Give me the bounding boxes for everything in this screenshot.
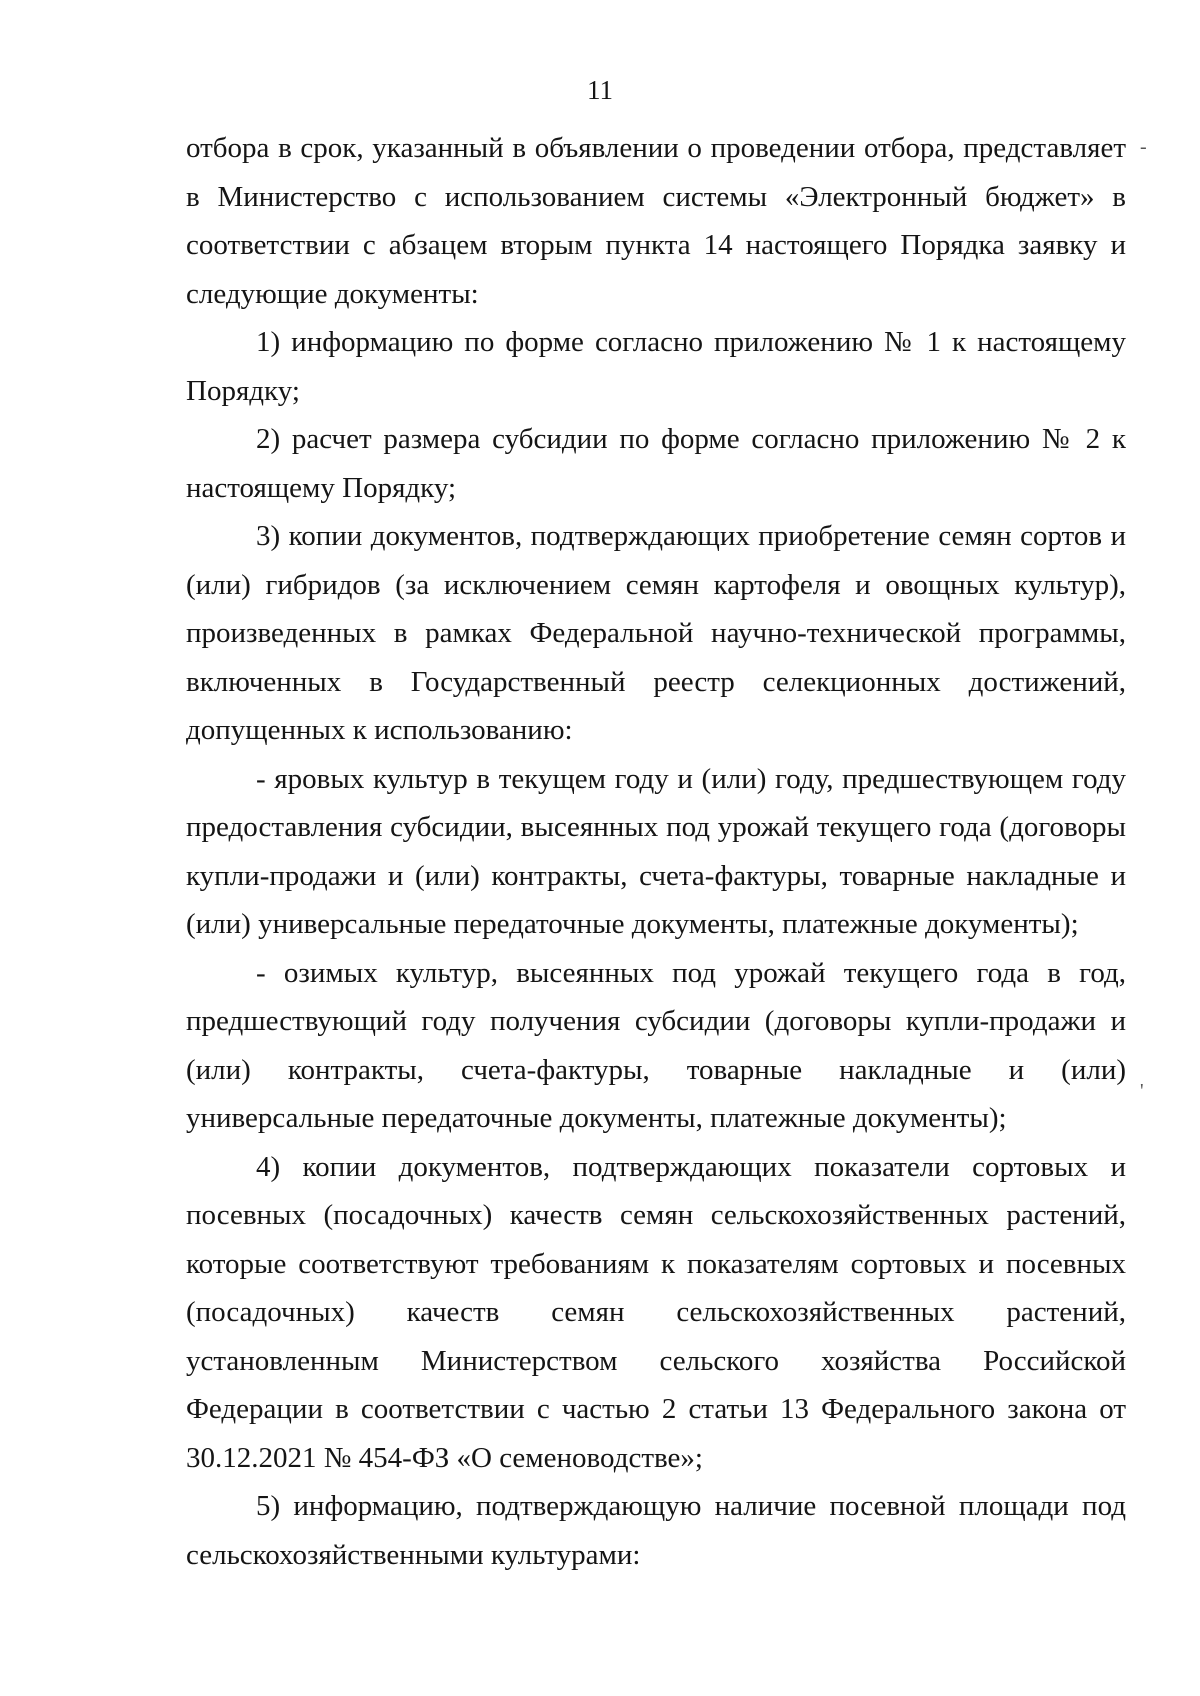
list-item-3: 3) копии документов, подтверждающих приобретение семян сортов и (или) гибридов (за исключением семян картофеля и овощных культур), произведенных в рамках Федеральной научно-технической программы, включенных в Государственный реестр селекционных достижений, допущенных к использованию: <box>186 520 1126 746</box>
list-item-1: 1) информацию по форме согласно приложению № 1 к настоящему Порядку; <box>186 326 1126 407</box>
list-item-5: 5) информацию, подтверждающую наличие посевной площади под сельскохозяйственными культурами: <box>186 1490 1126 1571</box>
page-number: 11 <box>587 75 613 105</box>
paragraph-continuation: отбора в срок, указанный в объявлении о проведении отбора, представляет в Министерство с использованием системы «Электронный бюджет» в соответствии с абзацем вторым пункта 14 настоящего Порядка заявку и следующие документы: <box>186 132 1126 310</box>
list-item-4: 4) копии документов, подтверждающих показатели сортовых и посевных (посадочных) качеств семян сельскохозяйственных растений, которые соответствуют требованиям к показателям сортовых и посевных (посадочных) качеств семян сельскохозяйственных растений, установленным Министерством сельского хозяйства Российской Федерации в соответствии с частью 2 статьи 13 Федерального закона от 30.12.2021 № 454-ФЗ «О семеноводстве»; <box>186 1150 1126 1474</box>
sub-item-winter-crops: - озимых культур, высеянных под урожай текущего года в год, предшествующий году получения субсидии (договоры купли-продажи и (или) контракты, счета-фактуры, товарные накладные и (или) универсальные передаточные документы, платежные документы); <box>186 956 1126 1134</box>
scan-artifact-mark: ' <box>1140 1080 1144 1102</box>
list-item-2: 2) расчет размера субсидии по форме согласно приложению № 2 к настоящему Порядку; <box>186 423 1126 504</box>
document-body <box>186 124 1126 1579</box>
sub-item-spring-crops: - яровых культур в текущем году и (или) году, предшествующем году предоставления субсидии, высеянных под урожай текущего года (договоры купли-продажи и (или) контракты, счета-фактуры, товарные накладные и (или) универсальные передаточные документы, платежные документы); <box>186 762 1126 940</box>
scan-artifact-mark: - <box>1140 136 1147 158</box>
